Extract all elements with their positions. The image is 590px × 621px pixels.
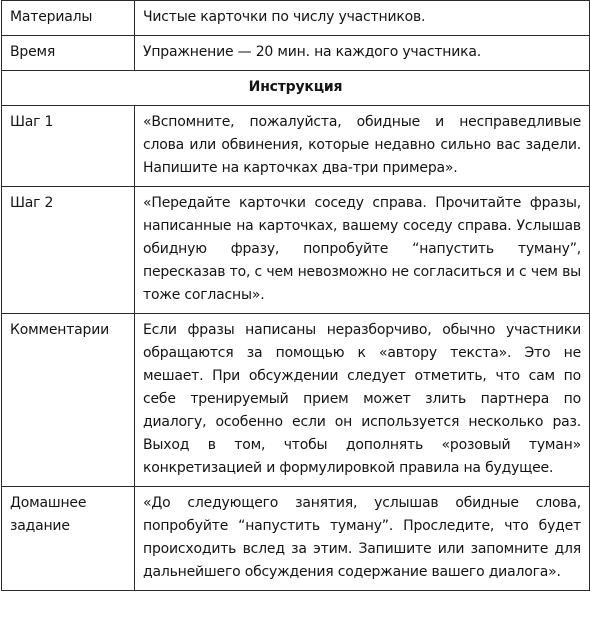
row-label-homework: Домашнее задание [2,487,135,591]
exercise-table [1,0,590,591]
row-text-homework: «До следующего занятия, услышав обидные слова, попробуйте “напустить туману”. Проследите, что будет происходить вслед за этим. Запишите или запомните для дальнейшего обсуждения содержание вашего диалога». [135,487,590,591]
row-text-time: Упражнение — 20 мин. на каждого участника. [135,36,590,71]
table-row-time [2,36,590,71]
row-label-step-2: Шаг 2 [2,187,135,314]
table-row-comments [2,314,590,487]
row-label-time: Время [2,36,135,71]
table-row-heading [2,71,590,106]
row-text-materials: Чистые карточки по числу участников. [135,1,590,36]
instructions-heading: Инструкция [2,71,590,106]
row-text-step-2: «Передайте карточки соседу справа. Прочитайте фразы, написанные на карточках, вашему соседу справа. Услышав обидную фразу, попробуйте “напустить туману”, пересказав то, с чем невозможно не согласиться и с чем вы тоже согласны». [135,187,590,314]
row-label-materials: Материалы [2,1,135,36]
row-label-step-1: Шаг 1 [2,106,135,187]
row-text-step-1: «Вспомните, пожалуйста, обидные и несправедливые слова или обвинения, которые недавно сильно вас задели. Напишите на карточках два-три примера». [135,106,590,187]
table-row-step-1 [2,106,590,187]
table-row-step-2 [2,187,590,314]
table-row-materials [2,1,590,36]
row-label-comments: Комментарии [2,314,135,487]
row-text-comments: Если фразы написаны неразборчиво, обычно участники обращаются за помощью к «автору текста». Это не мешает. При обсуждении следует отметить, что сам по себе тренируемый прием может злить партнера по диалогу, особенно если он используется несколько раз. Выход в том, чтобы дополнять «розовый туман» конкретизацией и формулировкой правила на будущее. [135,314,590,487]
table-row-homework [2,487,590,591]
